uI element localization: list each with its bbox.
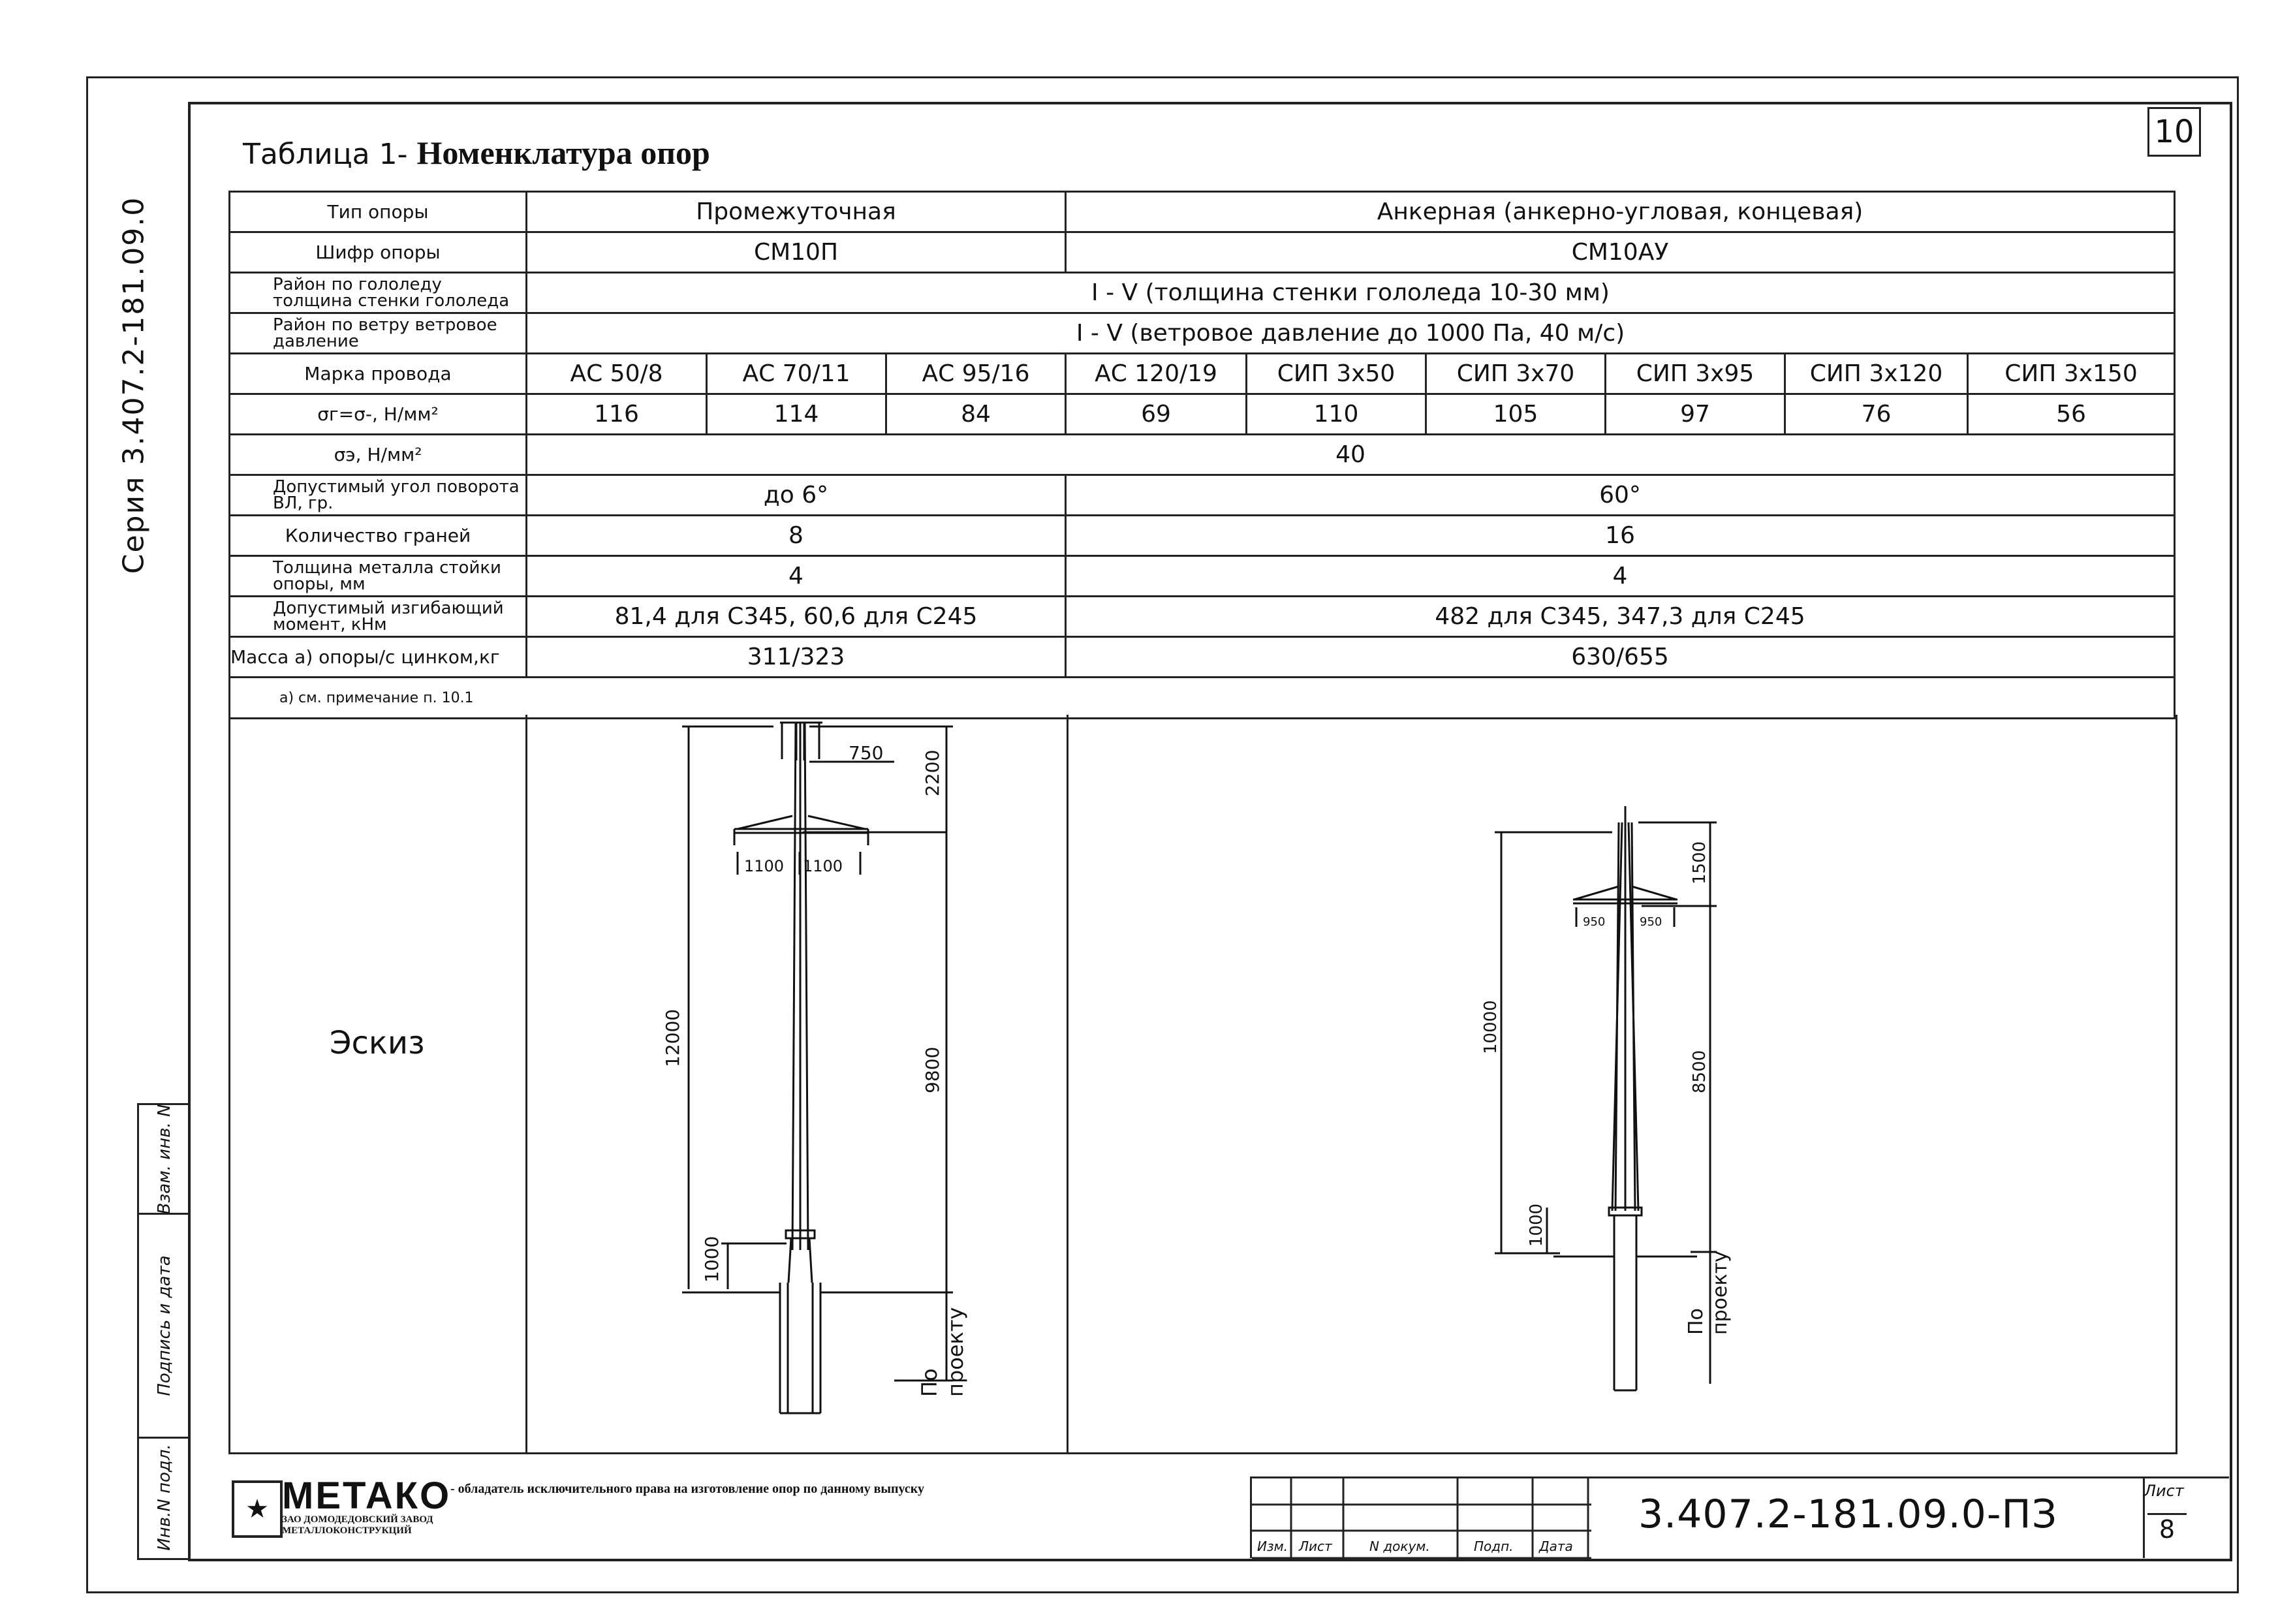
table-cell: АС 50/8 xyxy=(527,354,707,394)
side-stamp xyxy=(137,1103,190,1560)
table-cell: 630/655 xyxy=(1066,637,2175,678)
document-code: 3.407.2-181.09.0-ПЗ xyxy=(1638,1491,2058,1537)
corner-sheet-number: 10 xyxy=(2147,107,2201,157)
side-stamp-cell: Взам. инв. N xyxy=(139,1105,190,1215)
table-row xyxy=(230,597,2175,637)
row-label: Масса а) опоры/с цинком,кг xyxy=(230,637,527,678)
stamp-header: Дата xyxy=(1539,1538,1573,1554)
logo-emblem-icon: ★ xyxy=(232,1480,283,1538)
table-cell: 110 xyxy=(1247,394,1426,435)
row-label: σг=σ-, Н/мм² xyxy=(230,394,527,435)
dim-750: 750 xyxy=(849,742,884,764)
dim-1100-left: 1100 xyxy=(744,857,785,875)
table-cell: 116 xyxy=(527,394,707,435)
table-cell: 81,4 для С345, 60,6 для С245 xyxy=(527,597,1066,637)
dim-1000: 1000 xyxy=(701,1236,723,1283)
table-cell: I - V (ветровое давление до 1000 Па, 40 м/с) xyxy=(527,313,2175,354)
table-row xyxy=(230,516,2175,556)
table-row xyxy=(230,313,2175,354)
table-row xyxy=(230,637,2175,678)
logo-owner-text: - обладатель исключительного права на изготовление опор по данному выпуску xyxy=(450,1482,925,1496)
table-cell: Промежуточная xyxy=(527,192,1066,232)
row-label: Марка провода xyxy=(230,354,527,394)
table-cell: 4 xyxy=(1066,556,2175,597)
table-cell: 76 xyxy=(1785,394,1968,435)
table-row xyxy=(230,475,2175,516)
row-label: Тип опоры xyxy=(230,192,527,232)
table-cell: Анкерная (анкерно-угловая, концевая) xyxy=(1066,192,2175,232)
row-label: Толщина металла стойки опоры, мм xyxy=(230,556,527,597)
dim-12000: 12000 xyxy=(662,1008,683,1067)
logo-subtitle-line: МЕТАЛЛОКОНСТРУКЦИЙ xyxy=(282,1525,412,1536)
table-cell: 4 xyxy=(527,556,1066,597)
series-label: Серия 3.407.2-181.09.0 xyxy=(117,196,151,574)
table-cell: 114 xyxy=(707,394,886,435)
depth-label-2: проекту xyxy=(943,1307,968,1397)
table-cell: 482 для С345, 347,3 для С245 xyxy=(1066,597,2175,637)
sketch-divider xyxy=(1067,715,1069,1452)
sheet-label: Лист xyxy=(2144,1482,2184,1500)
table-cell: 105 xyxy=(1426,394,1606,435)
table-row xyxy=(230,556,2175,597)
table-cell: СМ10П xyxy=(527,232,1066,273)
table-cell: СИП 3х50 xyxy=(1247,354,1426,394)
table-cell: 16 xyxy=(1066,516,2175,556)
table-row xyxy=(230,273,2175,313)
anchor-pole-drawing xyxy=(1481,803,1788,1416)
stamp-header: Лист xyxy=(1299,1538,1332,1554)
table-row xyxy=(230,354,2175,394)
table-cell: 69 xyxy=(1066,394,1247,435)
sketch-divider xyxy=(525,715,527,1452)
table-cell: АС 120/19 xyxy=(1066,354,1247,394)
table-cell: 60° xyxy=(1066,475,2175,516)
table-cell: 84 xyxy=(886,394,1066,435)
table-cell: 40 xyxy=(527,435,2175,475)
table-cell: СМ10АУ xyxy=(1066,232,2175,273)
stamp-header: N докум. xyxy=(1369,1538,1430,1554)
row-label: Допустимый изгибающий момент, кНм xyxy=(230,597,527,637)
dim-1500: 1500 xyxy=(1690,841,1709,884)
table-row xyxy=(230,435,2175,475)
table-row xyxy=(230,678,2175,719)
dim-2200: 2200 xyxy=(922,749,943,796)
table-cell: СИП 3х70 xyxy=(1426,354,1606,394)
side-stamp-cell: Инв.N подл. xyxy=(155,1444,174,1551)
logo-subtitle-line: ЗАО ДОМОДЕДОВСКИЙ ЗАВОД xyxy=(282,1514,433,1525)
table-cell: АС 70/11 xyxy=(707,354,886,394)
row-label: Количество граней xyxy=(230,516,527,556)
depth-label-1: По xyxy=(1685,1308,1708,1335)
table-cell: СИП 3х95 xyxy=(1606,354,1785,394)
table-cell: 97 xyxy=(1606,394,1785,435)
table-cell: АС 95/16 xyxy=(886,354,1066,394)
table-row xyxy=(230,394,2175,435)
table-note: а) см. примечание п. 10.1 xyxy=(230,678,2175,719)
dim-1100-right: 1100 xyxy=(803,857,843,875)
logo-name: МЕТАКО xyxy=(282,1475,452,1517)
dim-950-right: 950 xyxy=(1640,915,1662,929)
table-cell: до 6° xyxy=(527,475,1066,516)
row-label: Шифр опоры xyxy=(230,232,527,273)
depth-label-2: проекту xyxy=(1709,1251,1732,1335)
intermediate-pole-drawing xyxy=(653,715,1044,1452)
table-cell: 311/323 xyxy=(527,637,1066,678)
nomenclature-table xyxy=(228,191,2176,719)
table-row xyxy=(230,192,2175,232)
logo-subtitle xyxy=(282,1514,433,1537)
dim-950-left: 950 xyxy=(1583,915,1606,929)
table-cell: I - V (толщина стенки гололеда 10-30 мм) xyxy=(527,273,2175,313)
table-cell: СИП 3х120 xyxy=(1785,354,1968,394)
depth-label-1: По xyxy=(917,1368,942,1397)
table-title: Таблица 1- Номенклатура опор xyxy=(243,134,710,171)
dim-8500: 8500 xyxy=(1690,1050,1709,1093)
table-cell: 8 xyxy=(527,516,1066,556)
side-stamp-cell: Подпись и дата xyxy=(139,1215,190,1439)
dim-9800: 9800 xyxy=(922,1046,943,1093)
dim-10000: 10000 xyxy=(1481,1000,1501,1054)
row-label: Допустимый угол поворота ВЛ, гр. xyxy=(230,475,527,516)
stamp-header: Изм. xyxy=(1257,1538,1288,1554)
dim-1000: 1000 xyxy=(1527,1203,1546,1247)
sheet-number: 8 xyxy=(2147,1513,2187,1548)
sketch-area xyxy=(228,715,2177,1454)
row-label: Район по гололеду толщина стенки гололеда xyxy=(230,273,527,313)
sketch-label: Эскиз xyxy=(330,1025,425,1061)
stamp-header: Подп. xyxy=(1474,1538,1514,1554)
table-cell: 56 xyxy=(1968,394,2175,435)
row-label: σэ, Н/мм² xyxy=(230,435,527,475)
table-row xyxy=(230,232,2175,273)
row-label: Район по ветру ветровое давление xyxy=(230,313,527,354)
table-cell: СИП 3х150 xyxy=(1968,354,2175,394)
